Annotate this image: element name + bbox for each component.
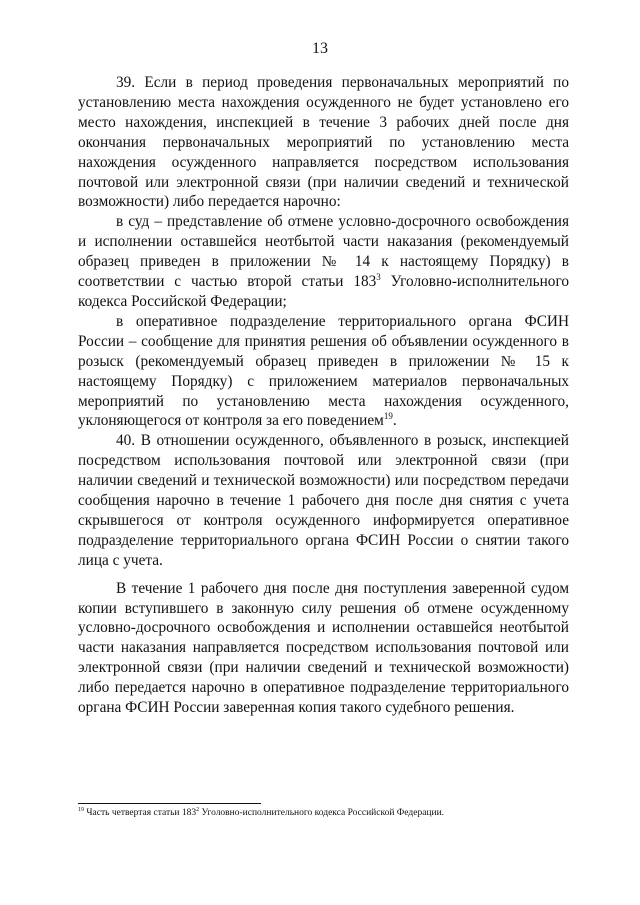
paragraph-text: в суд – представление об отмене условно-досрочного освобождения и исполнении оставшейся неотбытой части наказания (рекомендуемый образец приведен в приложении № 14 к настоящему Порядку) в соответствии с частью второй статьи 183 [78, 213, 569, 291]
page-number: 13 [312, 40, 328, 57]
paragraph-text: Уголовно-исполнительного кодекса Российской Федерации; [78, 273, 569, 310]
footnote-text: Часть четвертая статьи 183 [84, 808, 197, 818]
footnote-divider [78, 803, 261, 804]
footnote-reference: 19 [383, 411, 393, 422]
paragraph-operational-unit [78, 312, 569, 431]
footnote-text: Уголовно-исполнительного кодекса Российской Федерации. [199, 808, 445, 818]
paragraph-39: 39. Если в период проведения первоначальных мероприятий по установлению места нахождения осужденного не будет установлено его место нахождения, инспекцией в течение 3 рабочих дней после дня окончания первоначальных мероприятий по установлению места нахождения осужденного направляется посредством использования почтовой или электронной связи (при наличии сведений и технической возможности) либо передается нарочно: [78, 74, 569, 211]
superscript: 2 [196, 807, 200, 813]
paragraph-40: 40. В отношении осужденного, объявленного в розыск, инспекцией посредством использования почтовой или электронной связи (при наличии сведений и технической возможности) или посредством передачи сообщения нарочно в течение 1 рабочего дня после дня снятия с учета скрывшегося от контроля осужденного информируется оперативное подразделение территориального органа ФСИН России о снятии такого лица с учета. [78, 432, 569, 569]
superscript: 3 [376, 272, 381, 283]
document-body [78, 73, 569, 718]
paragraph-court-submission [78, 212, 569, 312]
paragraph-court-decision: В течение 1 рабочего дня после дня поступления заверенной судом копии вступившего в законную силу решения об отмене осужденному условно-досрочного освобождения и исполнении оставшейся неотбытой части наказания направляется посредством использования почтовой или электронной связи (при наличии сведений и технической возможности) либо передается нарочно в оперативное подразделение территориального органа ФСИН России заверенная копия такого судебного решения. [78, 579, 569, 717]
paragraph-text: в оперативное подразделение территориального органа ФСИН России – сообщение для принятия решения об объявлении осужденного в розыск (рекомендуемый образец приведен в приложении № 15 к настоящему Порядку) с приложением материалов первоначальных мероприятий по установлению места нахождения осужденного, уклоняющегося от контроля за его поведением [78, 312, 569, 430]
footnote-mark: 19 [78, 807, 84, 813]
paragraph-text: . [392, 412, 397, 430]
footnote [78, 807, 569, 819]
